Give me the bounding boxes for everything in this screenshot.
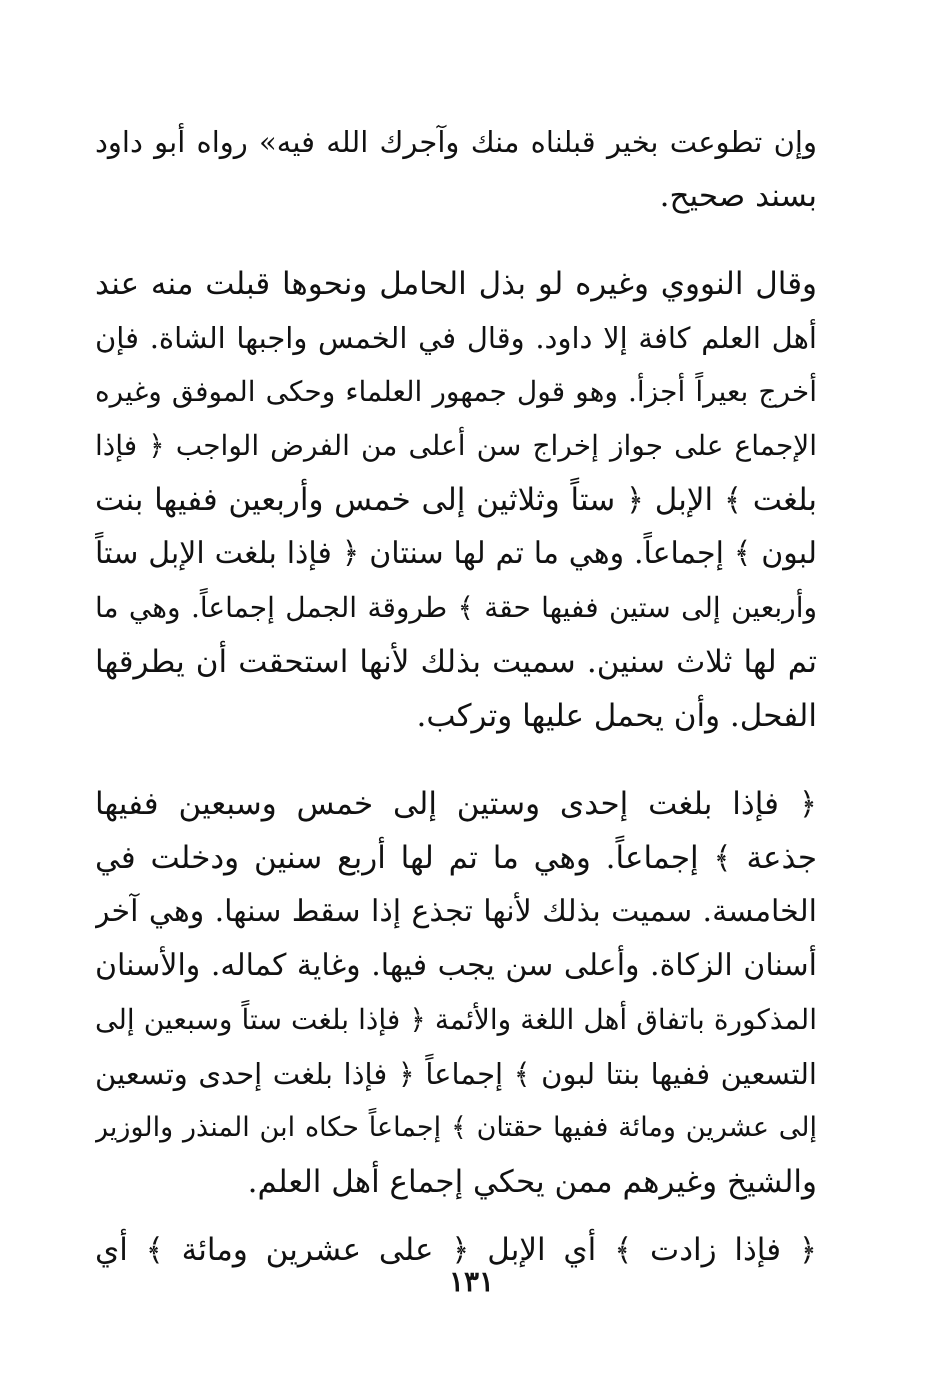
page-number: ١٣١ (448, 1265, 495, 1298)
text-line: الفحل. وأن يحمل عليها وتركب. (416, 698, 817, 734)
text-line: والشيخ وغيرهم ممن يحكي إجماع أهل العلم. (247, 1164, 817, 1200)
text-line: وأربعين إلى ستين ففيها حقة ﴾ طروقة الجمل إجماعاً. وهي ما (95, 591, 817, 624)
text-line: الإجماع على جواز إخراج سن أعلى من الفرض الواجب ﴿ فإذا (95, 429, 817, 462)
text-line: بسند صحيح. (659, 178, 817, 214)
text-line: أهل العلم كافة إلا داود. وقال في الخمس واجبها الشاة. فإن (95, 321, 817, 355)
text-line: لبون ﴾ إجماعاً. وهي ما تم لها سنتان ﴿ فإذا بلغت الإبل ستاً (95, 536, 817, 571)
text-line: تم لها ثلاث سنين. سميت بذلك لأنها استحقت أن يطرقها (95, 644, 817, 680)
text-line: ﴿ فإذا بلغت إحدى وستين إلى خمس وسبعين ففيها (95, 786, 817, 822)
text-line: ﴿ فإذا زادت ﴾ أي الإبل ﴿ على عشرين ومائة ﴾ أي (95, 1232, 817, 1268)
paragraph-gap (95, 1209, 817, 1223)
text-line: المذكورة باتفاق أهل اللغة والأئمة ﴿ فإذا بلغت ستاً وسبعين إلى (95, 1003, 817, 1036)
text-line: جذعة ﴾ إجماعاً. وهي ما تم لها أربع سنين ودخلت في (95, 840, 817, 876)
paragraph-gap (95, 223, 817, 257)
text-line: إلى عشرين ومائة ففيها حقتان ﴾ إجماعاً حكاه ابن المنذر والوزير (95, 1112, 817, 1143)
text-line: وقال النووي وغيره لو بذل الحامل ونحوها قبلت منه عند (95, 266, 817, 302)
text-line: أسنان الزكاة. وأعلى سن يجب فيها. وغاية كماله. والأسنان (95, 948, 817, 983)
paragraph-3 (95, 777, 817, 1209)
paragraph-2 (95, 257, 817, 743)
main-text (95, 115, 817, 1277)
text-line: أخرج بعيراً أجزأ. وهو قول جمهور العلماء وحكى الموفق وغيره (95, 375, 817, 408)
text-line: الخامسة. سميت بذلك لأنها تجذع إذا سقط سنها. وهي آخر (95, 894, 817, 929)
paragraph-gap (95, 743, 817, 777)
text-line: وإن تطوعت بخير قبلناه منك وآجرك الله فيه» رواه أبو داود (95, 125, 817, 159)
text-line: بلغت ﴾ الإبل ﴿ ستاً وثلاثين إلى خمس وأربعين ففيها بنت (95, 482, 817, 518)
paragraph-1 (95, 115, 817, 223)
text-line: التسعين ففيها بنتا لبون ﴾ إجماعاً ﴿ فإذا بلغت إحدى وتسعين (95, 1057, 817, 1091)
